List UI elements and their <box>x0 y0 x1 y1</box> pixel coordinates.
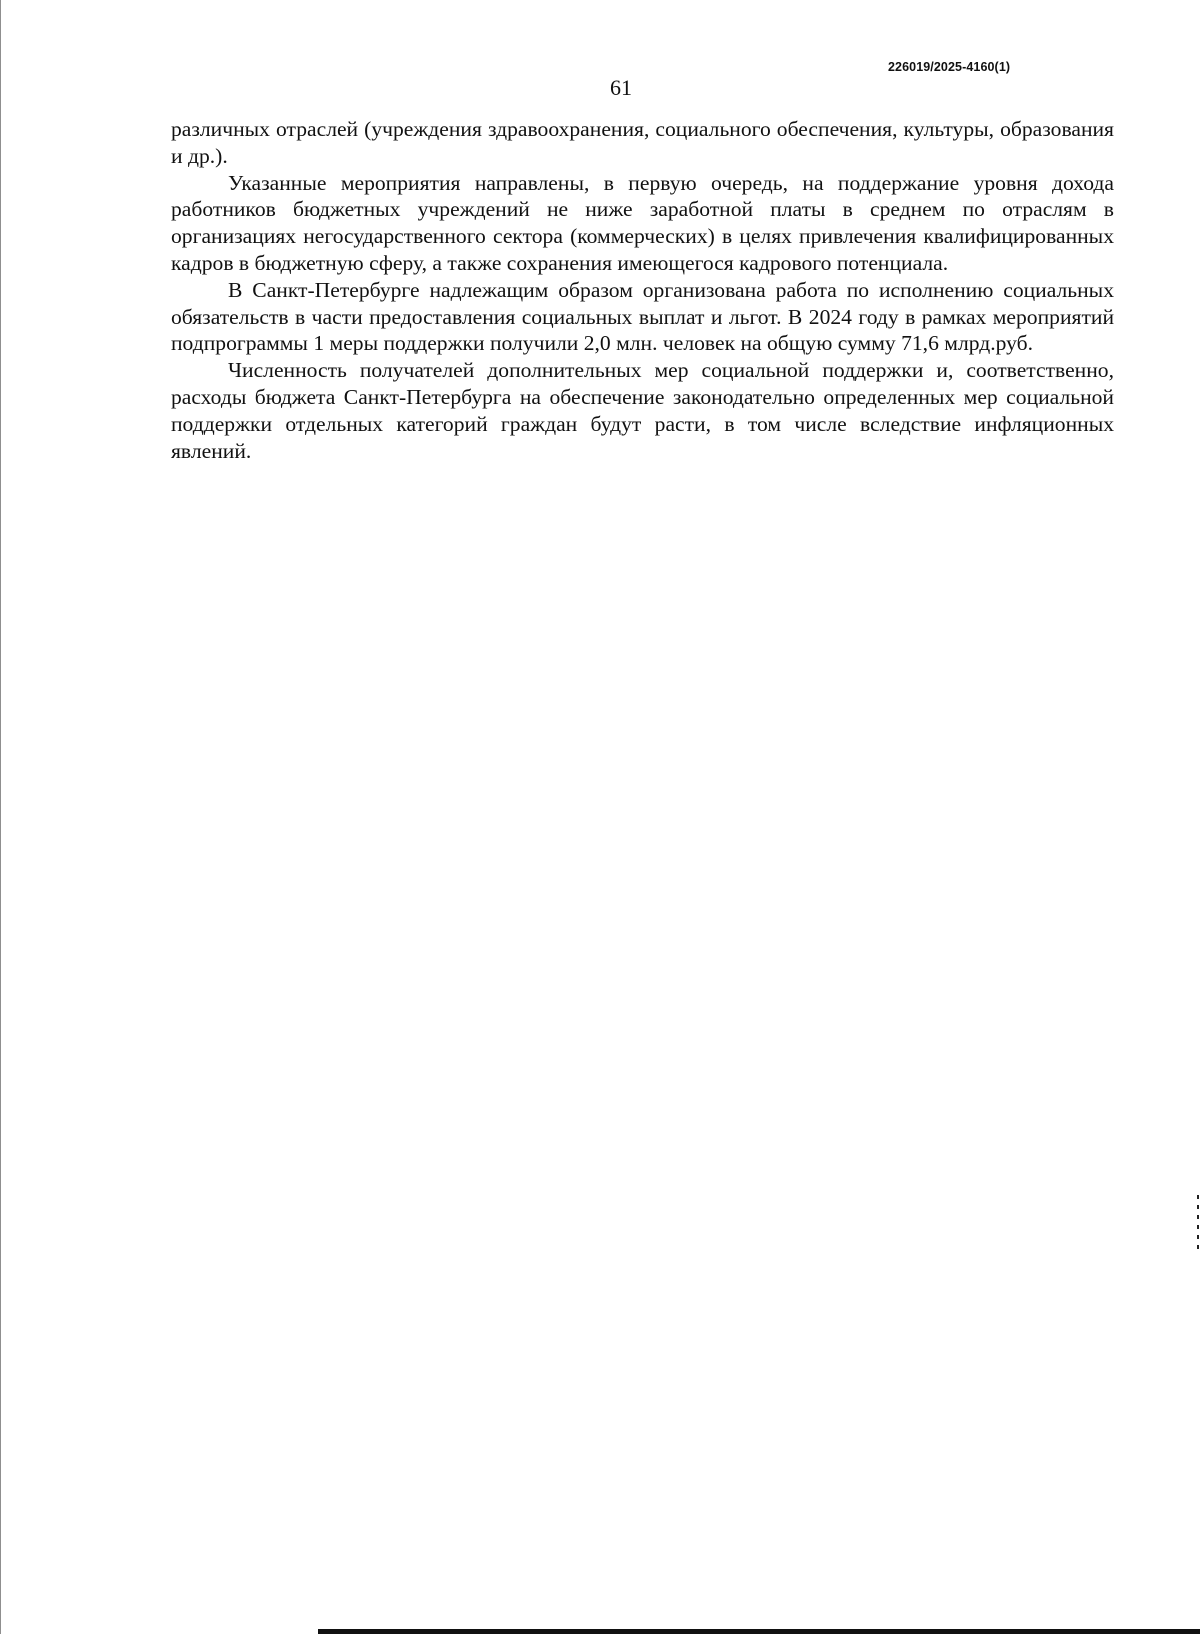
paragraph-social-obligations: В Санкт-Петербурге надлежащим образом организована работа по исполнению социальных обязательств в части предоставления социальных выплат и льгот. В 2024 году в рамках мероприятий подпрограммы 1 меры поддержки получили 2,0 млн. человек на общую сумму 71,6 млрд.руб. <box>171 277 1114 356</box>
paragraph-recipients-growth: Численность получателей дополнительных мер социальной поддержки и, соответственно, расходы бюджета Санкт-Петербурга на обеспечение законодательно определенных мер социальной поддержки отдельных категорий граждан будут расти, в том числе вследствие инфляционных явлений. <box>171 358 1114 463</box>
scan-edge-right-marks <box>1197 1195 1199 1255</box>
registration-number: 226019/2025-4160(1) <box>888 60 1011 74</box>
page-number: 61 <box>610 75 632 100</box>
paragraph-continuation: различных отраслей (учреждения здравоохранения, социального обеспечения, культуры, образования и др.). <box>171 117 1114 168</box>
scan-edge-left <box>0 0 1 1634</box>
scan-edge-bottom <box>318 1629 1200 1634</box>
paragraph-activities-purpose: Указанные мероприятия направлены, в первую очередь, на поддержание уровня дохода работников бюджетных учреждений не ниже заработной платы в среднем по отраслям в организациях негосударственного сектора (коммерческих) в целях привлечения квалифицированных кадров в бюджетную сферу, а также сохранения имеющегося кадрового потенциала. <box>171 170 1114 275</box>
document-body <box>171 116 1114 464</box>
